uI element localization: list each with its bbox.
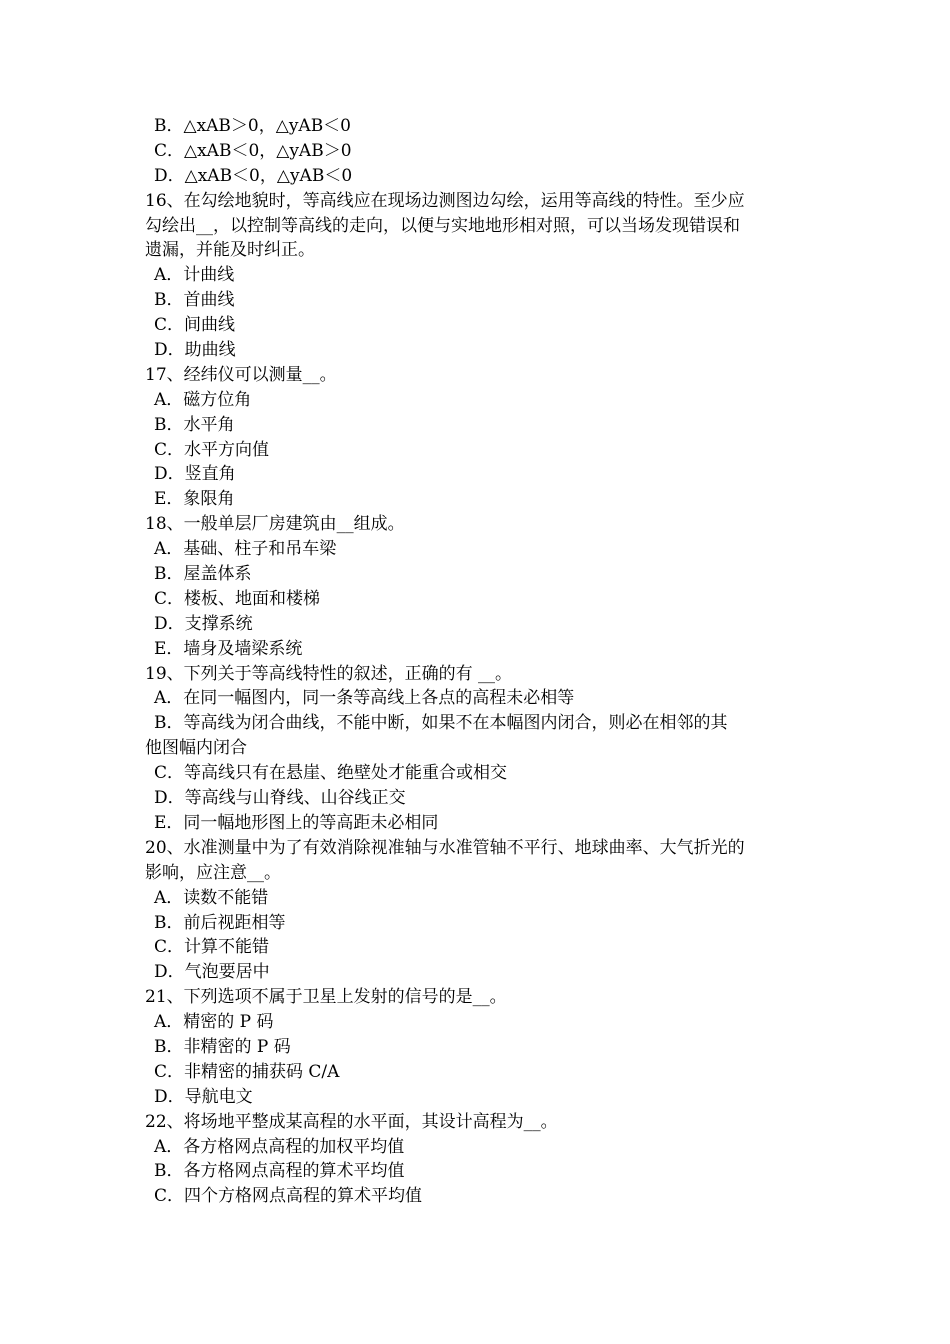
option-18-e: E．墙身及墙梁系统 (154, 638, 303, 659)
option-22-c: C．四个方格网点高程的算术平均值 (154, 1186, 423, 1207)
option-20-b: B．前后视距相等 (154, 912, 286, 933)
option-18-b: B．屋盖体系 (154, 564, 252, 585)
option-17-c: C．水平方向值 (154, 439, 270, 460)
question-20-stem-cont: 影响，应注意__。 (145, 862, 281, 883)
option-20-c: C．计算不能错 (154, 937, 270, 958)
option-21-d: D．导航电文 (154, 1086, 253, 1107)
question-17-stem: 17、经纬仪可以测量__。 (145, 364, 337, 385)
option-17-d: D．竖直角 (154, 464, 236, 485)
option-20-a: A．读数不能错 (154, 887, 269, 908)
option-18-d: D．支撑系统 (154, 613, 253, 634)
option-19-b: B．等高线为闭合曲线，不能中断，如果不在本幅图内闭合，则必在相邻的其 (154, 713, 728, 734)
option-15-b: B．△xAB＞0，△yAB＜0 (154, 116, 352, 136)
question-19-stem: 19、下列关于等高线特性的叙述，正确的有 __。 (145, 663, 513, 684)
option-16-d: D．助曲线 (154, 340, 236, 361)
option-19-d: D．等高线与山脊线、山谷线正交 (154, 788, 406, 809)
option-17-b: B．水平角 (154, 414, 235, 435)
option-16-c: C．间曲线 (154, 315, 236, 336)
question-16-stem-cont-2: 遗漏，并能及时纠正。 (145, 240, 315, 261)
option-19-e: E．同一幅地形图上的等高距未必相同 (154, 812, 439, 833)
question-21-stem: 21、下列选项不属于卫星上发射的信号的是__。 (145, 987, 507, 1008)
question-20-stem: 20、水准测量中为了有效消除视准轴与水准管轴不平行、地球曲率、大气折光的 (145, 837, 745, 858)
option-15-d: D．△xAB＜0，△yAB＜0 (154, 165, 353, 186)
option-17-e: E．象限角 (154, 489, 235, 510)
option-18-a: A．基础、柱子和吊车梁 (154, 539, 337, 560)
question-16-stem: 16、在勾绘地貌时，等高线应在现场边测图边勾绘，运用等高线的特性。至少应 (145, 190, 745, 211)
option-22-b: B．各方格网点高程的算术平均值 (154, 1161, 405, 1182)
document-page (145, 114, 810, 1209)
option-22-a: A．各方格网点高程的加权平均值 (154, 1136, 405, 1157)
question-18-stem: 18、一般单层厂房建筑由__组成。 (145, 514, 405, 535)
option-18-c: C．楼板、地面和楼梯 (154, 588, 321, 609)
option-16-b: B．首曲线 (154, 290, 235, 311)
option-15-c: C．△xAB＜0，△yAB＞0 (154, 140, 352, 161)
question-16-stem-cont-1: 勾绘出__，以控制等高线的走向，以便与实地地形相对照，可以当场发现错误和 (145, 215, 740, 236)
option-17-a: A．磁方位角 (154, 389, 252, 410)
option-19-b-cont: 他图幅内闭合 (145, 738, 247, 759)
option-21-b: B．非精密的 P 码 (154, 1036, 291, 1057)
question-22-stem: 22、将场地平整成某高程的水平面，其设计高程为__。 (145, 1111, 558, 1132)
option-19-a: A．在同一幅图内，同一条等高线上各点的高程未必相等 (154, 688, 575, 709)
option-16-a: A．计曲线 (154, 265, 235, 286)
option-19-c: C．等高线只有在悬崖、绝壁处才能重合或相交 (154, 763, 508, 784)
option-20-d: D．气泡要居中 (154, 962, 270, 983)
option-21-a: A．精密的 P 码 (154, 1012, 274, 1033)
option-21-c: C．非精密的捕获码 C/A (154, 1061, 340, 1082)
